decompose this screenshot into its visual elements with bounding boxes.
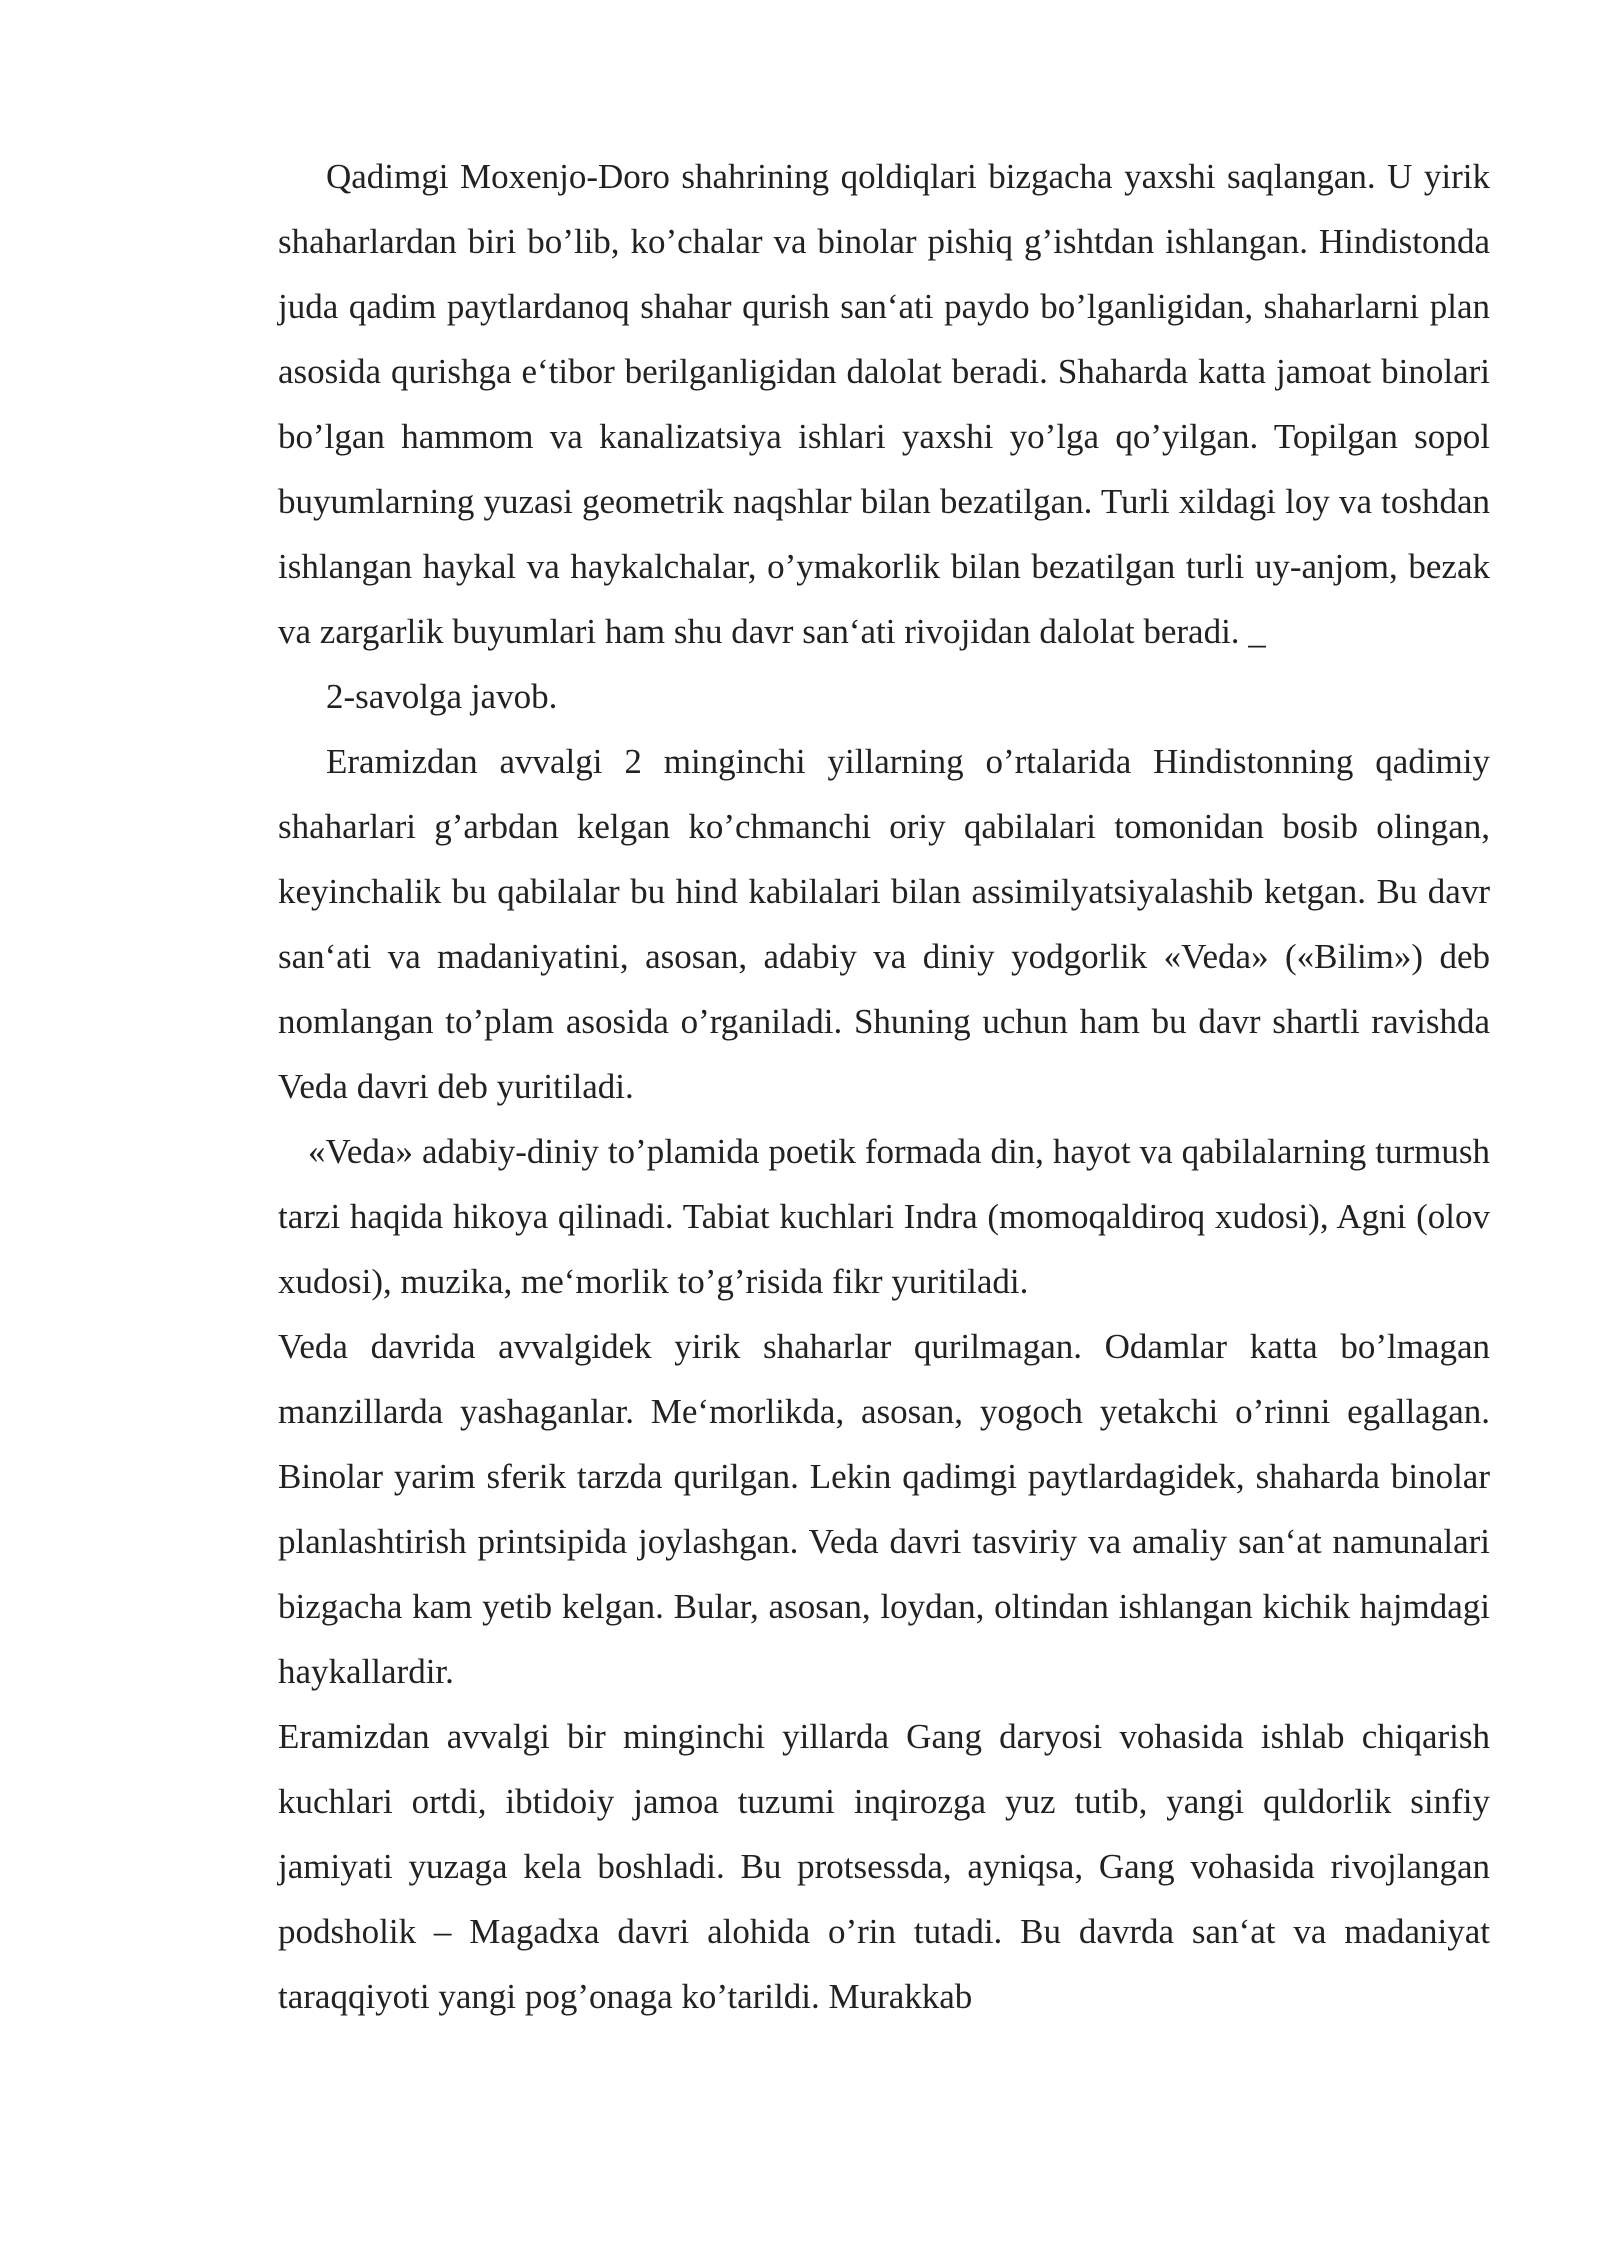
- paragraph-aryan-veda-period: Eramizdan avvalgi 2 minginchi yillarning o’rtalarida Hindistonning qadimiy shaharlari g’arbdan kelgan ko’chmanchi oriy qabilalari tomonidan bosib olingan, keyinchalik bu qabilalar bu hind kabilalari bilan assimilyatsiyalashib ketgan. Bu davr san‘ati va madaniyatini, asosan, adabiy va diniy yodgorlik «Veda» («Bilim») deb nomlangan to’plam asosida o’rganiladi. Shuning uchun ham bu davr shartli ravishda Veda davri deb yuritiladi.: [278, 742, 1490, 1106]
- paragraph-magadha-period: Eramizdan avvalgi bir minginchi yillarda Gang daryosi vohasida ishlab chiqarish kuchlari ortdi, ibtidoiy jamoa tuzumi inqirozga yuz tutib, yangi quldorlik sinfiy jamiyati yuzaga kela boshladi. Bu protsessda, ayniqsa, Gang vohasida rivojlangan podsholik – Magadxa davri alohida o’rin tutadi. Bu davrda san‘at va madaniyat taraqqiyoti yangi pog’onaga ko’tarildi. Murakkab: [278, 1717, 1490, 2016]
- paragraph-veda-architecture: Veda davrida avvalgidek yirik shaharlar qurilmagan. Odamlar katta bo’lmagan manzillarda yashaganlar. Me‘morlikda, asosan, yogoch yetakchi o’rinni egallagan. Binolar yarim sferik tarzda qurilgan. Lekin qadimgi paytlardagidek, shaharda binolar planlashtirish printsipida joylashgan. Veda davri tasviriy va amaliy san‘at namunalari bizgacha kam yetib kelgan. Bular, asosan, loydan, oltindan ishlangan kichik hajmdagi haykallardir.: [278, 1327, 1490, 1691]
- paragraph-answer-heading: 2-savolga javob.: [326, 677, 558, 716]
- paragraph-mohenjo-daro: Qadimgi Moxenjo-Doro shahrining qoldiqlari bizgacha yaxshi saqlangan. U yirik shaharlardan biri bo’lib, ko’chalar va binolar pishiq g’ishtdan ishlangan. Hindistonda juda qadim paytlardanoq shahar qurish san‘ati paydo bo’lganligidan, shaharlarni plan asosida qurishga e‘tibor berilganligidan dalolat beradi. Shaharda katta jamoat binolari bo’lgan hammom va kanalizatsiya ishlari yaxshi yo’lga qo’yilgan. Topilgan sopol buyumlarning yuzasi geometrik naqshlar bilan bezatilgan. Turli xildagi loy va toshdan ishlangan haykal va haykalchalar, o’ymakorlik bilan bezatilgan turli uy-anjom, bezak va zargarlik buyumlari ham shu davr san‘ati rivojidan dalolat beradi. _: [278, 157, 1490, 651]
- document-body: [278, 144, 1490, 2029]
- paragraph-veda-collection: «Veda» adabiy-diniy to’plamida poetik formada din, hayot va qabilalarning turmush tarzi haqida hikoya qilinadi. Tabiat kuchlari Indra (momoqaldiroq xudosi), Agni (olov xudosi), muzika, me‘morlik to’g’risida fikr yuritiladi.: [278, 1132, 1490, 1301]
